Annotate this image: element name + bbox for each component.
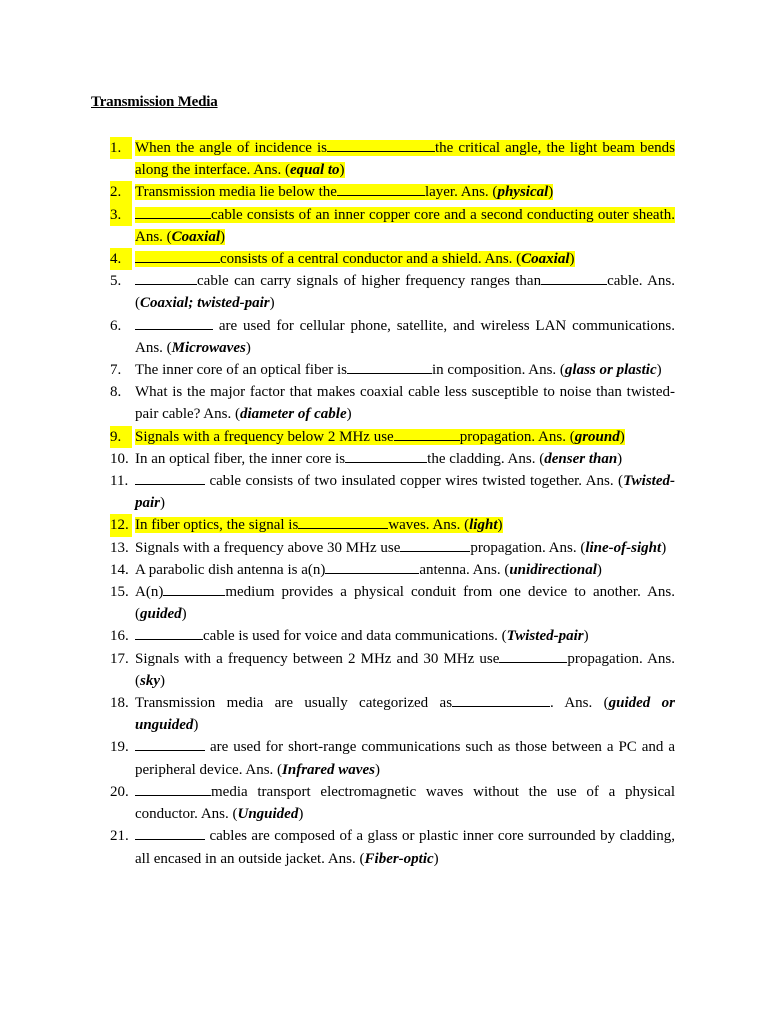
answer-text: equal to <box>289 162 340 179</box>
question-text-segment: What is the major factor that makes coaxial cable less susceptible to noise than twisted-pair cable? Ans. ( <box>135 384 675 423</box>
answer-blank <box>135 470 205 485</box>
answer-blank <box>135 781 211 796</box>
question-text <box>135 517 503 533</box>
answer-text: Twisted-pair <box>135 473 675 512</box>
question-text-segment: propagation. Ans. ( <box>135 650 675 689</box>
question-text <box>135 651 675 689</box>
question-number: 9. <box>110 426 132 448</box>
question-text-segment: In an optical fiber, the inner core is <box>135 450 346 467</box>
question-number: 12. <box>110 514 132 536</box>
question-item <box>110 204 675 248</box>
question-item <box>110 470 675 514</box>
question-text-segment: ) <box>548 184 554 201</box>
question-text <box>135 628 589 644</box>
question-text-segment: Signals with a frequency above 30 MHz use <box>135 539 401 556</box>
question-text-segment: ) <box>193 717 199 734</box>
answer-blank <box>135 270 197 285</box>
question-number: 21. <box>110 828 129 845</box>
answer-text: diameter of cable <box>239 406 347 423</box>
answer-blank <box>394 426 460 441</box>
question-text <box>135 429 625 445</box>
question-item <box>110 537 675 559</box>
question-text-segment: . Ans. ( <box>550 695 609 712</box>
question-text-segment: the cladding. Ans. ( <box>427 450 545 467</box>
question-text-segment: ) <box>220 228 226 245</box>
question-text-segment: ) <box>245 339 251 356</box>
answer-text: Fiber-optic <box>364 850 434 867</box>
answer-blank <box>163 581 225 596</box>
question-item <box>110 426 675 448</box>
answer-text: light <box>469 517 498 534</box>
answer-text: ground <box>574 428 620 445</box>
answer-blank <box>452 692 550 707</box>
question-item <box>110 648 675 692</box>
answer-text: Microwaves <box>171 339 246 356</box>
question-number: 6. <box>110 317 122 334</box>
answer-blank <box>298 514 388 529</box>
question-item <box>110 559 675 581</box>
question-item <box>110 248 675 270</box>
question-text <box>135 695 675 733</box>
question-item <box>110 514 675 536</box>
question-number: 10. <box>110 450 129 467</box>
question-item <box>110 448 675 470</box>
question-text-segment: ) <box>269 295 275 312</box>
question-text-segment: propagation. Ans. ( <box>459 428 575 445</box>
question-number: 4. <box>110 248 132 270</box>
question-text-segment: medium provides a physical conduit from one device to another. Ans. ( <box>135 584 675 623</box>
question-text-segment: A parabolic dish antenna is a(n) <box>135 561 326 578</box>
question-text-segment: cable. Ans. ( <box>135 273 676 312</box>
question-text-segment: ) <box>374 761 380 778</box>
question-text-segment: ) <box>661 539 667 556</box>
question-number: 3. <box>110 204 132 226</box>
question-item <box>110 315 675 359</box>
question-text-segment: ) <box>339 162 345 179</box>
answer-blank <box>135 736 205 751</box>
answer-blank <box>541 270 607 285</box>
question-text <box>135 584 675 622</box>
question-text-segment: ) <box>619 428 625 445</box>
answer-blank <box>325 559 419 574</box>
question-text-segment: consists of a central conductor and a shield. Ans. ( <box>220 251 522 268</box>
question-item <box>110 137 675 181</box>
question-text <box>135 318 675 356</box>
answer-blank <box>345 448 427 463</box>
question-text-segment: ) <box>583 628 589 645</box>
question-item <box>110 825 675 869</box>
answer-blank <box>347 359 432 374</box>
question-text-segment: A(n) <box>135 584 164 601</box>
question-text <box>135 384 675 422</box>
answer-text: Coaxial <box>171 228 221 245</box>
question-text-segment: ) <box>617 450 623 467</box>
question-number: 20. <box>110 783 129 800</box>
question-text <box>135 540 666 556</box>
answer-text: sky <box>140 672 160 689</box>
question-text-segment: antenna. Ans. ( <box>419 561 510 578</box>
question-text-segment: ) <box>298 806 304 823</box>
answer-blank <box>135 625 203 640</box>
answer-text: Coaxial <box>521 251 570 268</box>
question-text-segment: The inner core of an optical fiber is <box>135 362 347 379</box>
answer-blank <box>400 537 470 552</box>
question-text-segment: When the angle of incidence is <box>135 140 327 156</box>
question-text <box>135 473 675 511</box>
question-number: 5. <box>110 273 122 290</box>
question-item <box>110 181 675 203</box>
answer-text: unidirectional <box>509 561 597 578</box>
question-number: 17. <box>110 650 129 667</box>
question-item <box>110 736 675 780</box>
answer-blank <box>499 648 567 663</box>
question-number: 2. <box>110 181 132 203</box>
answer-text: physical <box>497 184 549 201</box>
question-item <box>110 270 675 314</box>
question-text-segment: in composition. Ans. ( <box>432 362 565 379</box>
question-text-segment: Signals with a frequency below 2 MHz use <box>135 428 394 445</box>
question-number: 18. <box>110 695 129 712</box>
question-number: 13. <box>110 539 129 556</box>
answer-text: line-of-sight <box>585 539 662 556</box>
answer-blank <box>337 181 425 196</box>
question-text <box>135 562 602 578</box>
answer-blank <box>327 137 435 152</box>
question-text-segment: ) <box>160 495 166 512</box>
question-item <box>110 692 675 736</box>
answer-blank <box>135 315 213 330</box>
question-text <box>135 362 662 378</box>
question-number: 19. <box>110 739 129 756</box>
question-text-segment: In fiber optics, the signal is <box>135 517 299 534</box>
question-number: 1. <box>110 137 132 159</box>
answer-text: Unguided <box>237 806 299 823</box>
question-text <box>135 140 675 178</box>
question-number: 7. <box>110 362 122 379</box>
question-number: 8. <box>110 384 122 401</box>
question-text-segment: Transmission media lie below the <box>135 184 337 201</box>
question-text-segment: cable consists of two insulated copper wires twisted together. Ans. ( <box>205 473 624 490</box>
answer-blank <box>135 825 205 840</box>
question-list <box>110 137 675 870</box>
question-number: 14. <box>110 561 129 578</box>
question-text <box>135 251 575 267</box>
question-text <box>135 273 675 311</box>
question-text-segment: are used for cellular phone, satellite, and wireless LAN communications. Ans. ( <box>135 317 675 356</box>
question-text-segment: cables are composed of a glass or plastic inner core surrounded by cladding, all encased in an outside jacket. Ans. ( <box>135 828 675 867</box>
question-text-segment: Transmission media are usually categorized as <box>135 695 453 712</box>
question-item <box>110 381 675 425</box>
answer-text: Twisted-pair <box>506 628 584 645</box>
question-text-segment: waves. Ans. ( <box>388 517 470 534</box>
question-text-segment: cable can carry signals of higher frequency ranges than <box>197 273 542 290</box>
question-item <box>110 781 675 825</box>
page-title: Transmission Media <box>91 94 218 110</box>
question-item <box>110 581 675 625</box>
question-text <box>135 739 675 777</box>
question-number: 15. <box>110 584 129 601</box>
question-text-segment: Signals with a frequency between 2 MHz and 30 MHz use <box>135 650 500 667</box>
question-text <box>135 828 675 866</box>
question-text <box>135 451 622 467</box>
answer-blank <box>135 204 211 219</box>
answer-blank <box>135 248 220 263</box>
question-text-segment: ) <box>346 406 352 423</box>
question-text-segment: layer. Ans. ( <box>424 184 498 201</box>
answer-text: denser than <box>544 450 618 467</box>
question-text-segment: ) <box>181 606 187 623</box>
question-text <box>135 184 553 200</box>
question-number: 16. <box>110 628 129 645</box>
question-text-segment: the critical angle, the light beam bends along the interface. Ans. ( <box>135 140 675 179</box>
question-text-segment: propagation. Ans. ( <box>470 539 586 556</box>
answer-text: Infrared waves <box>282 761 375 778</box>
question-text-segment: ) <box>569 251 575 268</box>
answer-text: guided or unguided <box>135 695 675 734</box>
question-text-segment: are used for short-range communications such as those between a PC and a peripheral device. Ans. ( <box>135 739 675 778</box>
question-text <box>135 784 675 822</box>
question-text-segment: ) <box>656 362 662 379</box>
question-text <box>135 207 675 245</box>
answer-text: Coaxial; twisted-pair <box>140 295 270 312</box>
question-number: 11. <box>110 473 129 490</box>
question-text-segment: media transport electromagnetic waves without the use of a physical conductor. Ans. ( <box>135 783 675 823</box>
question-text-segment: ) <box>160 672 165 689</box>
answer-text: guided <box>140 606 182 623</box>
question-item <box>110 359 675 381</box>
question-text-segment: cable consists of an inner copper core and a second conducting outer sheath. Ans. ( <box>135 206 675 245</box>
question-text-segment: cable is used for voice and data communications. ( <box>203 628 507 645</box>
question-text-segment: ) <box>596 561 602 578</box>
answer-text: glass or plastic <box>564 362 657 379</box>
question-text-segment: ) <box>433 850 439 867</box>
question-item <box>110 625 675 647</box>
question-text-segment: ) <box>497 517 503 534</box>
